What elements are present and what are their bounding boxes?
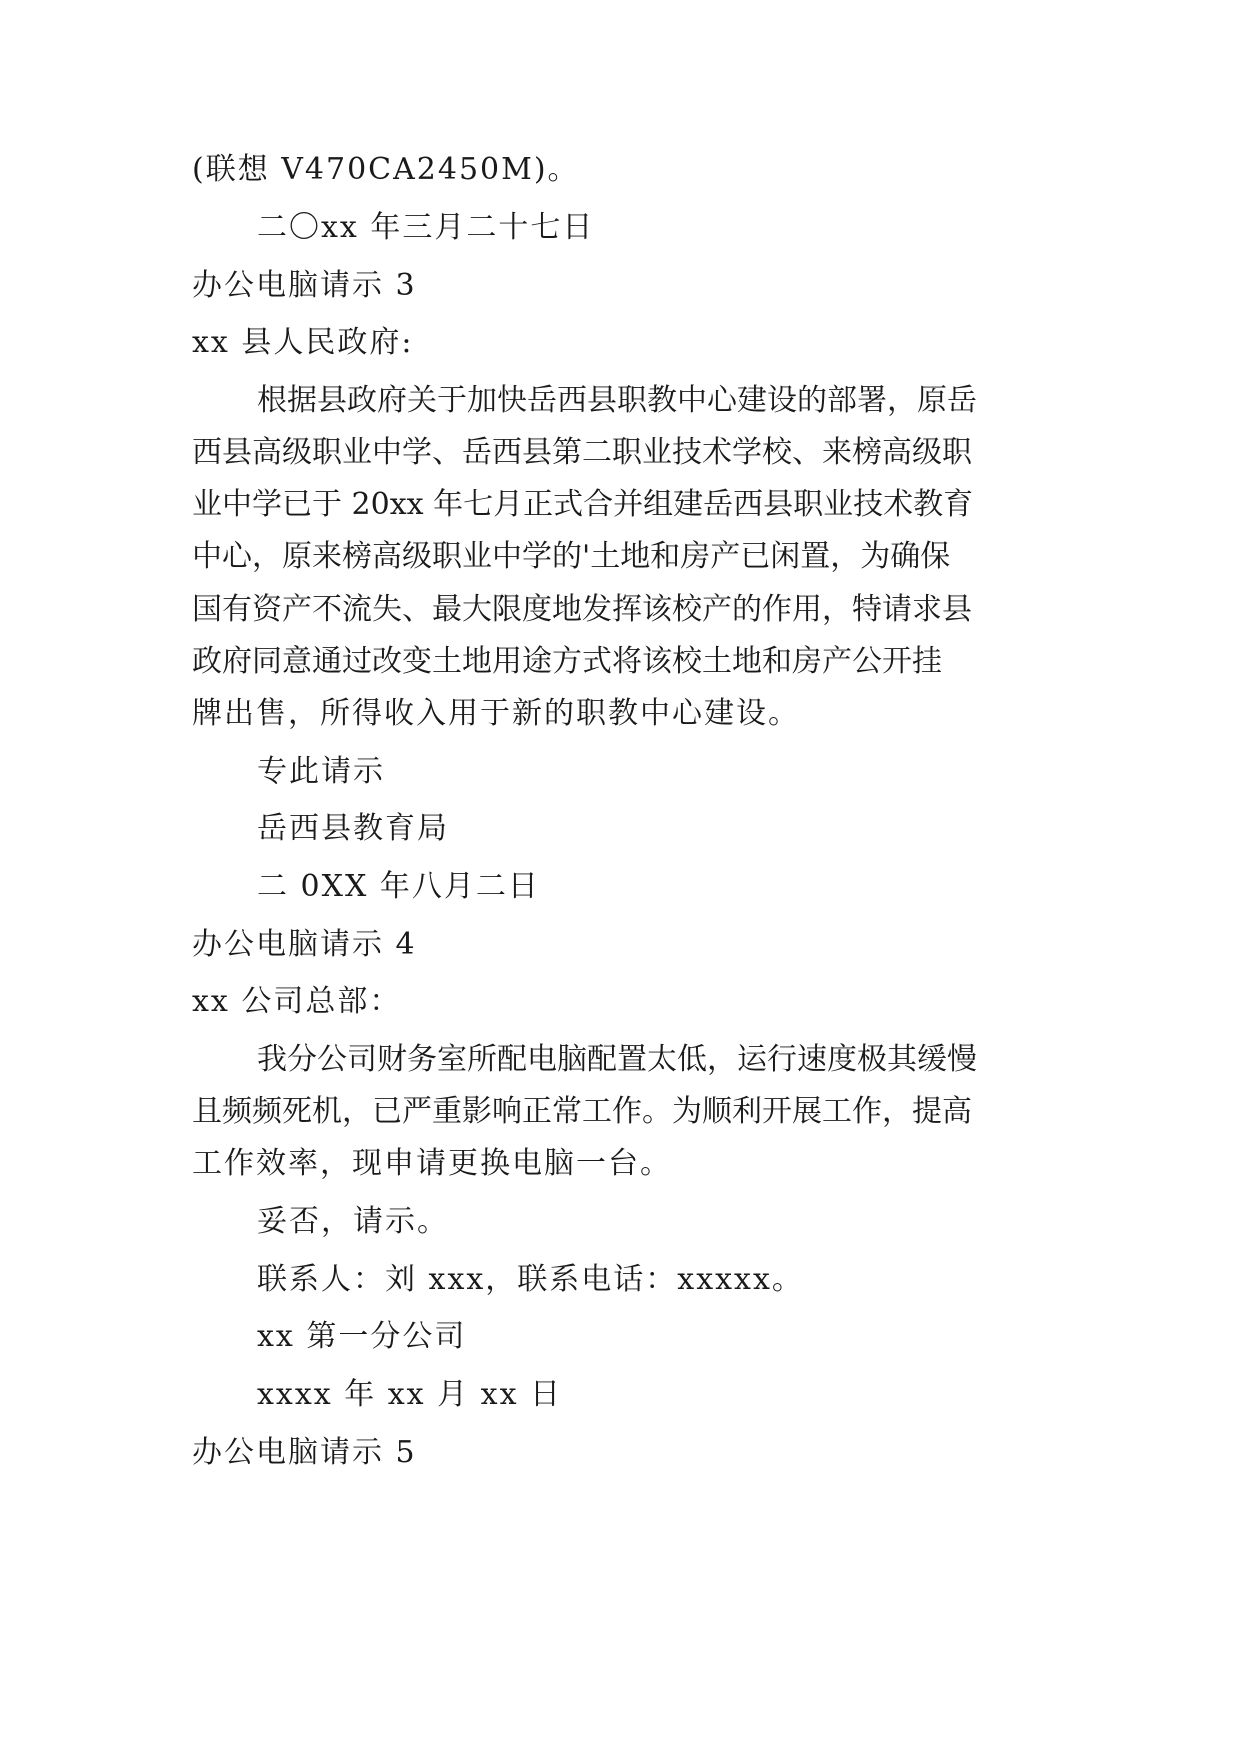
date-line: 二 0XX 年八月二日 xyxy=(257,869,540,904)
date-line: 二〇xx 年三月二十七日 xyxy=(257,210,595,245)
addressee-line: xx 公司总部： xyxy=(192,984,402,1019)
paragraph-line: 牌出售，所得收入用于新的职教中心建设。 xyxy=(192,696,800,731)
section-heading: 办公电脑请示 5 xyxy=(192,1435,417,1470)
signature-line: 岳西县教育局 xyxy=(257,811,449,846)
paragraph-line: 工作效率，现申请更换电脑一台。 xyxy=(192,1146,672,1181)
signature-line: xx 第一分公司 xyxy=(257,1319,467,1354)
addressee-line: xx 县人民政府: xyxy=(192,325,414,360)
section-heading: 办公电脑请示 3 xyxy=(192,268,417,303)
paragraph-line: 根据县政府关于加快岳西县职教中心建设的部署，原岳 xyxy=(257,383,977,418)
paragraph-line: 西县高级职业中学、岳西县第二职业技术学校、来榜高级职 xyxy=(192,435,972,470)
paragraph-line: 且频频死机，已严重影响正常工作。为顺利开展工作，提高 xyxy=(192,1094,972,1129)
paragraph-line: 政府同意通过改变土地用途方式将该校土地和房产公开挂 xyxy=(192,644,942,679)
section-heading: 办公电脑请示 4 xyxy=(192,927,417,962)
paragraph-line: 中心，原来榜高级职业中学的'土地和房产已闲置，为确保 xyxy=(192,539,951,574)
paragraph-line: 我分公司财务室所配电脑配置太低，运行速度极其缓慢 xyxy=(257,1042,977,1077)
paragraph-line: 业中学已于 20xx 年七月正式合并组建岳西县职业技术教育 xyxy=(192,487,974,522)
paragraph-line: 国有资产不流失、最大限度地发挥该校产的作用，特请求县 xyxy=(192,592,972,627)
body-text-line: (联想 V470CA2450M)。 xyxy=(192,152,580,187)
date-line: xxxx 年 xx 月 xx 日 xyxy=(257,1377,563,1412)
closing-line: 妥否，请示。 xyxy=(257,1204,449,1239)
contact-line: 联系人：刘 xxx，联系电话：xxxxx。 xyxy=(257,1262,804,1297)
closing-line: 专此请示 xyxy=(257,754,385,789)
